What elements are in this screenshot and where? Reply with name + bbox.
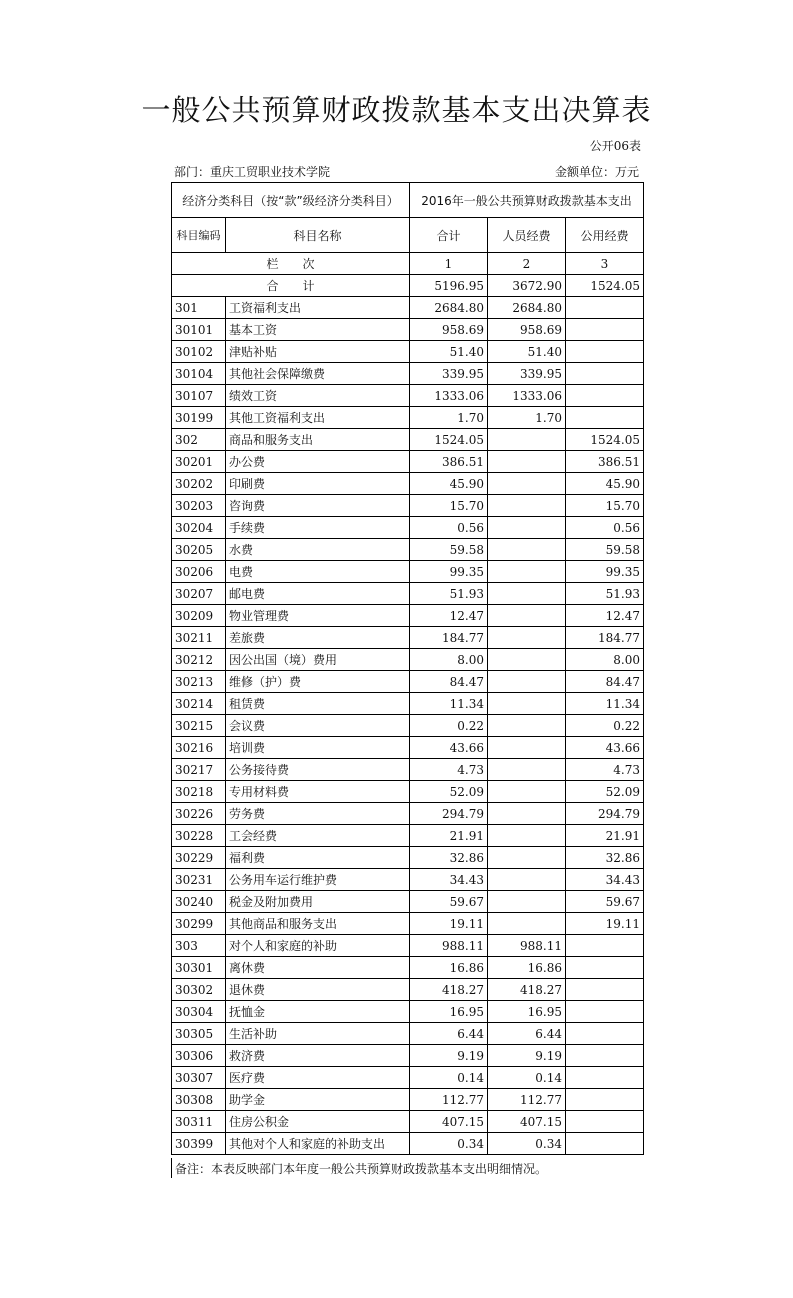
row-code: 30206 — [172, 561, 226, 583]
row-name: 生活补助 — [226, 1023, 410, 1045]
row-public: 84.47 — [566, 671, 644, 693]
row-total: 84.47 — [410, 671, 488, 693]
row-personnel — [488, 495, 566, 517]
row-personnel: 1.70 — [488, 407, 566, 429]
form-code: 公开06表 — [589, 139, 641, 153]
row-name: 手续费 — [226, 517, 410, 539]
header-group-right: 2016年一般公共预算财政拨款基本支出 — [410, 183, 644, 218]
table-row — [172, 737, 644, 759]
row-name: 邮电费 — [226, 583, 410, 605]
row-personnel — [488, 715, 566, 737]
row-personnel: 6.44 — [488, 1023, 566, 1045]
row-public: 59.67 — [566, 891, 644, 913]
header-group-row — [172, 183, 644, 218]
page-title: 一般公共预算财政拨款基本支出决算表 — [141, 93, 652, 127]
row-code: 30215 — [172, 715, 226, 737]
row-code: 303 — [172, 935, 226, 957]
row-name: 工会经费 — [226, 825, 410, 847]
row-total: 99.35 — [410, 561, 488, 583]
row-code: 30399 — [172, 1133, 226, 1155]
row-personnel: 51.40 — [488, 341, 566, 363]
row-total: 2684.80 — [410, 297, 488, 319]
row-total: 1524.05 — [410, 429, 488, 451]
column-index-label: 栏 次 — [172, 253, 410, 275]
header-public: 公用经费 — [566, 218, 644, 253]
row-name: 租赁费 — [226, 693, 410, 715]
row-personnel — [488, 759, 566, 781]
row-personnel — [488, 781, 566, 803]
row-total: 16.86 — [410, 957, 488, 979]
total-public: 1524.05 — [566, 275, 644, 297]
table-row — [172, 913, 644, 935]
row-public — [566, 319, 644, 341]
row-total: 386.51 — [410, 451, 488, 473]
table-row — [172, 891, 644, 913]
row-name: 咨询费 — [226, 495, 410, 517]
table-row — [172, 363, 644, 385]
row-total: 12.47 — [410, 605, 488, 627]
row-code: 30306 — [172, 1045, 226, 1067]
row-code: 30217 — [172, 759, 226, 781]
row-public — [566, 1067, 644, 1089]
table-row — [172, 649, 644, 671]
row-code: 30104 — [172, 363, 226, 385]
table-row — [172, 979, 644, 1001]
table-row — [172, 781, 644, 803]
row-code: 302 — [172, 429, 226, 451]
row-code: 30201 — [172, 451, 226, 473]
row-public: 99.35 — [566, 561, 644, 583]
row-name: 工资福利支出 — [226, 297, 410, 319]
row-name: 福利费 — [226, 847, 410, 869]
row-name: 离休费 — [226, 957, 410, 979]
row-personnel — [488, 869, 566, 891]
table-row — [172, 759, 644, 781]
row-public: 8.00 — [566, 649, 644, 671]
row-personnel: 988.11 — [488, 935, 566, 957]
row-code: 30304 — [172, 1001, 226, 1023]
row-public: 12.47 — [566, 605, 644, 627]
row-code: 30299 — [172, 913, 226, 935]
row-name: 其他对个人和家庭的补助支出 — [226, 1133, 410, 1155]
row-name: 因公出国（境）费用 — [226, 649, 410, 671]
row-name: 物业管理费 — [226, 605, 410, 627]
total-sum: 5196.95 — [410, 275, 488, 297]
row-total: 988.11 — [410, 935, 488, 957]
row-total: 294.79 — [410, 803, 488, 825]
table-row — [172, 693, 644, 715]
table-row — [172, 1067, 644, 1089]
row-code: 30207 — [172, 583, 226, 605]
row-personnel — [488, 539, 566, 561]
row-total: 11.34 — [410, 693, 488, 715]
row-public: 43.66 — [566, 737, 644, 759]
table-row — [172, 1023, 644, 1045]
table-row — [172, 825, 644, 847]
row-total: 34.43 — [410, 869, 488, 891]
table-row — [172, 539, 644, 561]
row-public: 32.86 — [566, 847, 644, 869]
row-code: 30101 — [172, 319, 226, 341]
row-personnel — [488, 671, 566, 693]
expenditure-table — [171, 182, 644, 1155]
row-personnel — [488, 803, 566, 825]
row-total: 59.58 — [410, 539, 488, 561]
row-public — [566, 1089, 644, 1111]
row-personnel — [488, 561, 566, 583]
row-personnel: 16.95 — [488, 1001, 566, 1023]
row-name: 其他工资福利支出 — [226, 407, 410, 429]
table-row — [172, 517, 644, 539]
row-personnel — [488, 517, 566, 539]
row-total: 0.56 — [410, 517, 488, 539]
row-name: 津贴补贴 — [226, 341, 410, 363]
table-row — [172, 297, 644, 319]
row-name: 住房公积金 — [226, 1111, 410, 1133]
row-personnel: 407.15 — [488, 1111, 566, 1133]
row-code: 30311 — [172, 1111, 226, 1133]
row-personnel: 9.19 — [488, 1045, 566, 1067]
row-name: 救济费 — [226, 1045, 410, 1067]
unit-label: 金额单位：万元 — [554, 165, 639, 179]
row-total: 52.09 — [410, 781, 488, 803]
row-code: 30301 — [172, 957, 226, 979]
row-total: 0.34 — [410, 1133, 488, 1155]
row-personnel: 339.95 — [488, 363, 566, 385]
row-public — [566, 1045, 644, 1067]
row-name: 差旅费 — [226, 627, 410, 649]
row-code: 30218 — [172, 781, 226, 803]
column-index-row — [172, 253, 644, 275]
row-personnel: 2684.80 — [488, 297, 566, 319]
table-row — [172, 473, 644, 495]
row-total: 8.00 — [410, 649, 488, 671]
row-name: 水费 — [226, 539, 410, 561]
row-personnel: 1333.06 — [488, 385, 566, 407]
row-total: 21.91 — [410, 825, 488, 847]
row-total: 51.40 — [410, 341, 488, 363]
table-row — [172, 935, 644, 957]
row-code: 30240 — [172, 891, 226, 913]
row-total: 6.44 — [410, 1023, 488, 1045]
row-public — [566, 1133, 644, 1155]
row-code: 301 — [172, 297, 226, 319]
table-row — [172, 451, 644, 473]
department-label: 部门：重庆工贸职业技术学院 — [174, 165, 331, 179]
row-total: 15.70 — [410, 495, 488, 517]
row-total: 339.95 — [410, 363, 488, 385]
row-public: 15.70 — [566, 495, 644, 517]
row-total: 16.95 — [410, 1001, 488, 1023]
row-name: 退休费 — [226, 979, 410, 1001]
row-public: 386.51 — [566, 451, 644, 473]
row-public: 34.43 — [566, 869, 644, 891]
row-public — [566, 385, 644, 407]
row-code: 30199 — [172, 407, 226, 429]
row-name: 绩效工资 — [226, 385, 410, 407]
row-code: 30214 — [172, 693, 226, 715]
row-public — [566, 1111, 644, 1133]
row-public: 0.22 — [566, 715, 644, 737]
table-row — [172, 1045, 644, 1067]
row-code: 30211 — [172, 627, 226, 649]
row-personnel — [488, 847, 566, 869]
row-personnel — [488, 605, 566, 627]
row-public: 0.56 — [566, 517, 644, 539]
row-public: 51.93 — [566, 583, 644, 605]
row-personnel — [488, 451, 566, 473]
row-total: 112.77 — [410, 1089, 488, 1111]
row-total: 9.19 — [410, 1045, 488, 1067]
row-public: 11.34 — [566, 693, 644, 715]
row-personnel — [488, 825, 566, 847]
row-code: 30107 — [172, 385, 226, 407]
row-code: 30212 — [172, 649, 226, 671]
row-name: 办公费 — [226, 451, 410, 473]
row-total: 45.90 — [410, 473, 488, 495]
row-code: 30216 — [172, 737, 226, 759]
row-total: 51.93 — [410, 583, 488, 605]
table-row — [172, 407, 644, 429]
row-code: 30213 — [172, 671, 226, 693]
row-personnel — [488, 583, 566, 605]
header-code: 科目编码 — [172, 218, 226, 253]
table-row — [172, 605, 644, 627]
row-name: 公务用车运行维护费 — [226, 869, 410, 891]
row-code: 30209 — [172, 605, 226, 627]
row-personnel — [488, 693, 566, 715]
row-total: 43.66 — [410, 737, 488, 759]
row-code: 30226 — [172, 803, 226, 825]
table-row — [172, 1089, 644, 1111]
table-row — [172, 561, 644, 583]
row-total: 418.27 — [410, 979, 488, 1001]
note-text: 备注：本表反映部门本年度一般公共预算财政拨款基本支出明细情况。 — [175, 1162, 548, 1176]
row-public: 1524.05 — [566, 429, 644, 451]
row-code: 30203 — [172, 495, 226, 517]
row-name: 维修（护）费 — [226, 671, 410, 693]
row-personnel — [488, 891, 566, 913]
row-total: 0.14 — [410, 1067, 488, 1089]
total-personnel: 3672.90 — [488, 275, 566, 297]
table-row — [172, 341, 644, 363]
row-public — [566, 935, 644, 957]
row-total: 4.73 — [410, 759, 488, 781]
row-public: 4.73 — [566, 759, 644, 781]
column-index-2: 2 — [488, 253, 566, 275]
row-total: 19.11 — [410, 913, 488, 935]
row-name: 劳务费 — [226, 803, 410, 825]
table-row — [172, 495, 644, 517]
row-name: 专用材料费 — [226, 781, 410, 803]
row-public: 21.91 — [566, 825, 644, 847]
table-row — [172, 957, 644, 979]
row-name: 基本工资 — [226, 319, 410, 341]
row-public — [566, 1023, 644, 1045]
row-personnel — [488, 913, 566, 935]
row-name: 公务接待费 — [226, 759, 410, 781]
row-name: 商品和服务支出 — [226, 429, 410, 451]
row-personnel — [488, 649, 566, 671]
row-total: 1333.06 — [410, 385, 488, 407]
table-row — [172, 671, 644, 693]
row-name: 其他社会保障缴费 — [226, 363, 410, 385]
row-code: 30231 — [172, 869, 226, 891]
row-name: 电费 — [226, 561, 410, 583]
row-public: 294.79 — [566, 803, 644, 825]
row-code: 30204 — [172, 517, 226, 539]
row-name: 其他商品和服务支出 — [226, 913, 410, 935]
row-public — [566, 297, 644, 319]
row-code: 30307 — [172, 1067, 226, 1089]
row-code: 30302 — [172, 979, 226, 1001]
row-total: 0.22 — [410, 715, 488, 737]
row-public — [566, 341, 644, 363]
row-total: 1.70 — [410, 407, 488, 429]
header-name: 科目名称 — [226, 218, 410, 253]
table-row — [172, 869, 644, 891]
table-row — [172, 429, 644, 451]
row-personnel: 418.27 — [488, 979, 566, 1001]
row-name: 印刷费 — [226, 473, 410, 495]
row-name: 助学金 — [226, 1089, 410, 1111]
row-name: 抚恤金 — [226, 1001, 410, 1023]
header-personnel: 人员经费 — [488, 218, 566, 253]
row-code: 30228 — [172, 825, 226, 847]
row-name: 医疗费 — [226, 1067, 410, 1089]
row-code: 30202 — [172, 473, 226, 495]
row-code: 30229 — [172, 847, 226, 869]
row-public — [566, 407, 644, 429]
row-total: 407.15 — [410, 1111, 488, 1133]
row-code: 30308 — [172, 1089, 226, 1111]
header-group-left: 经济分类科目（按“款”级经济分类科目） — [172, 183, 410, 218]
row-name: 会议费 — [226, 715, 410, 737]
table-row — [172, 715, 644, 737]
row-personnel — [488, 429, 566, 451]
row-public — [566, 979, 644, 1001]
row-personnel: 112.77 — [488, 1089, 566, 1111]
row-public: 19.11 — [566, 913, 644, 935]
row-code: 30102 — [172, 341, 226, 363]
row-name: 税金及附加费用 — [226, 891, 410, 913]
row-public — [566, 1001, 644, 1023]
row-public: 184.77 — [566, 627, 644, 649]
row-public: 45.90 — [566, 473, 644, 495]
row-personnel: 0.14 — [488, 1067, 566, 1089]
row-personnel — [488, 473, 566, 495]
row-personnel — [488, 627, 566, 649]
header-column-row — [172, 218, 644, 253]
table-row — [172, 1111, 644, 1133]
row-public: 52.09 — [566, 781, 644, 803]
column-index-1: 1 — [410, 253, 488, 275]
table-row — [172, 1133, 644, 1155]
row-public — [566, 363, 644, 385]
row-personnel: 0.34 — [488, 1133, 566, 1155]
row-personnel — [488, 737, 566, 759]
total-label: 合 计 — [172, 275, 410, 297]
table-row — [172, 1001, 644, 1023]
row-total: 958.69 — [410, 319, 488, 341]
column-index-3: 3 — [566, 253, 644, 275]
table-row — [172, 847, 644, 869]
header-total: 合计 — [410, 218, 488, 253]
row-name: 培训费 — [226, 737, 410, 759]
row-code: 30305 — [172, 1023, 226, 1045]
table-row — [172, 385, 644, 407]
row-total: 32.86 — [410, 847, 488, 869]
table-row — [172, 583, 644, 605]
row-personnel: 16.86 — [488, 957, 566, 979]
table-row — [172, 803, 644, 825]
row-public — [566, 957, 644, 979]
row-total: 59.67 — [410, 891, 488, 913]
row-personnel: 958.69 — [488, 319, 566, 341]
total-row — [172, 275, 644, 297]
table-row — [172, 319, 644, 341]
row-code: 30205 — [172, 539, 226, 561]
table-row — [172, 627, 644, 649]
row-name: 对个人和家庭的补助 — [226, 935, 410, 957]
row-public: 59.58 — [566, 539, 644, 561]
row-total: 184.77 — [410, 627, 488, 649]
